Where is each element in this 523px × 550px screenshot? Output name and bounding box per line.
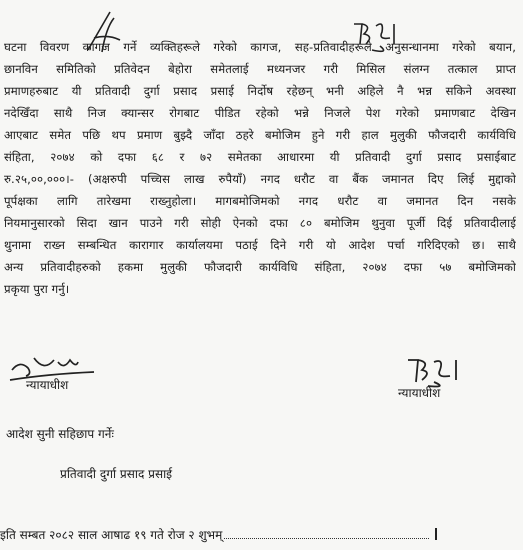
- end-mark: [435, 528, 437, 540]
- body-line: नियमानुसारको सिदा खान पाउने गरी सोही ऐनको दफा ८० बमोजिम थुनुवा पूर्जी दिई प्रतिवादीलाई: [4, 216, 516, 230]
- judge-label-right: न्यायाधीश: [398, 386, 441, 400]
- body-line: संहिता, २०७४ को दफा ६८ र ७२ समेतका आधारमा यी प्रतिवादी दुर्गा प्रसाद प्रसाईबाट: [4, 150, 516, 164]
- order-body: [4, 36, 516, 300]
- order-heading: आदेश सुनी सहिछाप गर्नेः: [6, 427, 114, 441]
- date-text: इति सम्बत २०८२ साल आषाढ १९ गते रोज २ शुभम्: [0, 528, 223, 542]
- signature-right: [404, 352, 474, 388]
- judge-label-left: न्यायाधीश: [26, 378, 69, 392]
- body-line: घटना विवरण कागज गर्ने व्यक्तिहरूले गरेको कागज, सह-प्रतिवादीहरूले अनुसन्धानमा गरेको बयान,: [4, 40, 516, 54]
- body-line: अन्य प्रतिवादीहरुको हकमा मुलुकी फौजदारी कार्यविधि संहिता, २०७४ दफा ५७ बमोजिमको: [4, 260, 516, 274]
- date-line: [0, 526, 437, 543]
- body-line: रु.२५,००,०००।- (अक्षरुपी पच्चिस लाख रुपैयाँ) नगद धरौट वा बैंक जमानत दिए लिई मुद्दाको: [4, 172, 516, 186]
- body-line: आएबाट समेत पछि थप प्रमाण बुझ्दै जाँदा ठहरे बमोजिम हुने गरी हाल मुलुकी फौजदारी कार्यविधि: [4, 128, 516, 142]
- body-line: नदेखिँदा साथै निज क्यान्सर रोगबाट पीडित रहेको भन्ने निजले पेश गरेको प्रमाणबाट देखिन: [4, 106, 516, 120]
- body-line: थुनामा राख्न सम्बन्धित कारागार कार्यालयमा पठाई दिने गरी यो आदेश पर्चा गरिदिएको छ। साथै: [4, 238, 516, 252]
- defendant-name: प्रतिवादी दुर्गा प्रसाद प्रसाई: [60, 467, 173, 481]
- body-line: प्रमाणहरुबाट यी प्रतिवादी दुर्गा प्रसाद प्रसाई निर्दोष रहेछन् भनी अहिले नै भन्न सकिने अवस्था: [4, 84, 516, 98]
- body-line: प्रकृया पुरा गर्नु।: [4, 282, 70, 296]
- body-line: छानविन समितिको प्रतिवेदन बेहोरा समेतलाई मध्यनजर गरी मिसिल संलग्न तत्काल प्राप्त: [4, 62, 516, 76]
- dotted-line: [224, 528, 429, 539]
- body-line: पूर्पक्षका लागि तारेखमा राख्नुहोला। मागबमोजिमको नगद धरौट वा जमानत दिन नसके: [4, 194, 516, 208]
